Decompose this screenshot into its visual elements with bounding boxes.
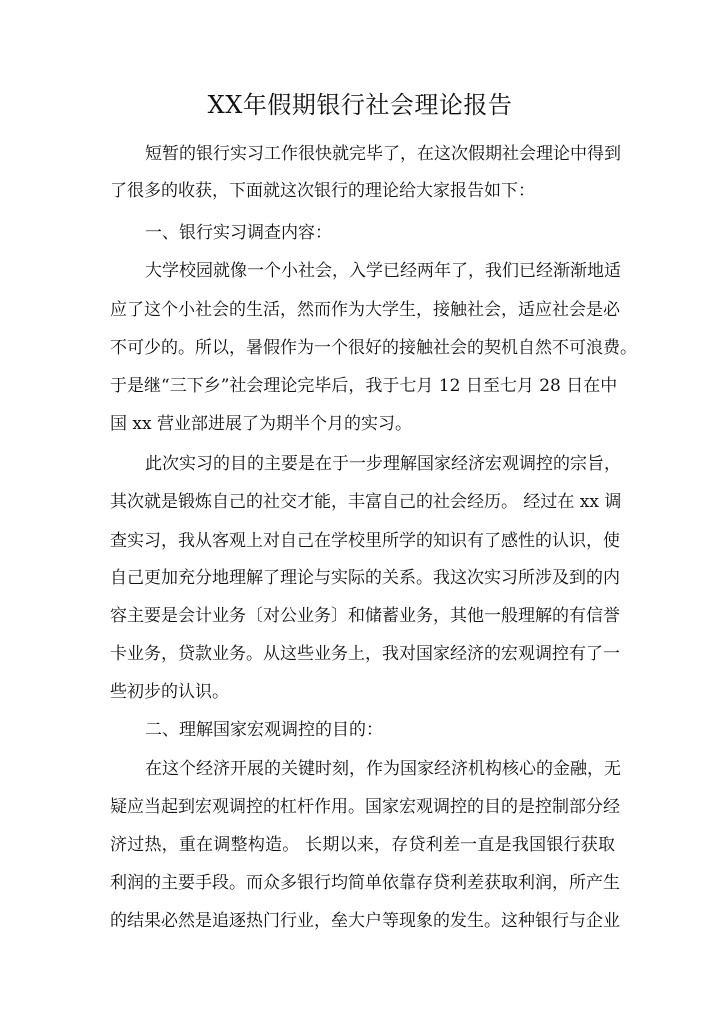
section-heading: 二、理解国家宏观调控的目的：: [145, 720, 383, 740]
paragraph-line: 自己更加充分地理解了理论与实际的关系。我这次实习所涉及到的内: [110, 568, 620, 588]
paragraph-line: 利润的主要手段。而众多银行均简单依靠存贷利差获取利润，所产生: [110, 873, 620, 893]
paragraph-line: 了很多的收获，下面就这次银行的理论给大家报告如下：: [110, 181, 535, 201]
paragraph-line: 于是继“三下乡”社会理论完毕后，我于七月 12 日至七月 28 日在中: [110, 376, 618, 396]
paragraph-line: 疑应当起到宏观调控的杠杆作用。国家宏观调控的目的是控制部分经: [110, 797, 620, 817]
paragraph-line: 些初步的认识。: [110, 682, 229, 702]
paragraph-line: 不可少的。所以，暑假作为一个很好的接触社会的契机自然不可浪费。: [110, 338, 637, 358]
paragraph-line: 短暂的银行实习工作很快就完毕了，在这次假期社会理论中得到: [145, 144, 621, 164]
paragraph-line: 济过热，重在调整构造。 长期以来，存贷利差一直是我国银行获取: [110, 835, 615, 855]
paragraph-line: 国 xx 营业部进展了为期半个月的实习。: [110, 414, 412, 434]
paragraph-line: 查实习，我从客观上对自己在学校里所学的知识有了感性的认识，使: [110, 531, 620, 551]
paragraph-line: 卡业务，贷款业务。从这些业务上，我对国家经济的宏观调控有了一: [110, 644, 620, 664]
paragraph-line: 容主要是会计业务〔对公业务〕和储蓄业务，其他一般理解的有信誉: [110, 606, 620, 626]
section-heading: 一、银行实习调查内容：: [145, 223, 332, 243]
paragraph-line: 此次实习的目的主要是在于一步理解国家经济宏观调控的宗旨，: [145, 454, 621, 474]
paragraph-line: 其次就是锻炼自己的社交才能，丰富自己的社会经历。 经过在 xx 调: [110, 492, 622, 512]
document-title: XX年假期银行社会理论报告: [207, 91, 513, 119]
paragraph-line: 大学校园就像一个小社会，入学已经两年了，我们已经渐渐地适: [145, 261, 621, 281]
paragraph-line: 应了这个小社会的生活，然而作为大学生，接触社会，适应社会是必: [110, 300, 620, 320]
paragraph-line: 在这个经济开展的关键时刻，作为国家经济机构核心的金融，无: [145, 759, 621, 779]
paragraph-line: 的结果必然是追逐热门行业，垒大户等现象的发生。这种银行与企业: [110, 911, 620, 931]
